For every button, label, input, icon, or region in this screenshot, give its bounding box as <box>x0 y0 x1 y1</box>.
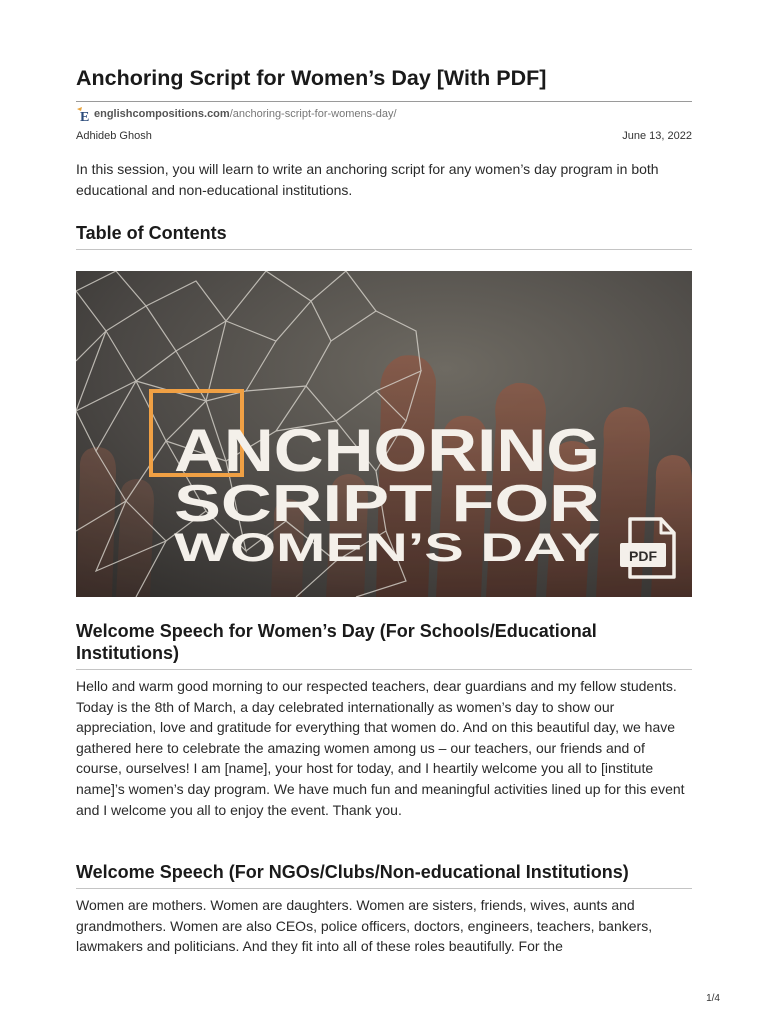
hero-headline <box>174 417 600 570</box>
title-divider <box>76 101 692 102</box>
hero-line-1: ANCHORING <box>174 417 600 484</box>
hero-line-3: WOMEN’S DAY <box>174 526 601 570</box>
svg-text:E: E <box>80 110 90 122</box>
source-path: /anchoring-script-for-womens-day/ <box>229 108 397 120</box>
section-divider-ngos <box>76 888 692 889</box>
pdf-badge-label: PDF <box>629 548 657 564</box>
toc-heading[interactable]: Table of Contents <box>76 223 227 243</box>
intro-paragraph: In this session, you will learn to write an anchoring script for any women’s day program in both educational and non-educational institutions. <box>76 161 659 198</box>
source-domain: englishcompositions.com <box>94 108 230 120</box>
article-title: Anchoring Script for Women’s Day [With PDF] <box>76 66 547 90</box>
section-body-schools: Hello and warm good morning to our respected teachers, dear guardians and my fellow students. Today is the 8th of March, a day celebrated internationally as women’s day to show our appreciation, love and gratitude for everything that women do. And on this beautiful day, we have gathered here to celebrate the amazing women among us – our teachers, our friends and of course, ourselves! I am [name], your host for today, and I heartily welcome you all to [institute name]’s women’s day program. We have much fun and meaningful activities lined up for this event and I welcome you all to enjoy the event. Thank you. <box>76 678 685 818</box>
section-divider-schools <box>76 669 692 670</box>
source-link[interactable] <box>76 106 397 122</box>
article-meta <box>76 130 692 142</box>
site-logo-icon <box>76 106 92 122</box>
page-indicator: 1/4 <box>706 993 720 1004</box>
author-name: Adhideb Ghosh <box>76 130 152 142</box>
publish-date: June 13, 2022 <box>622 130 692 142</box>
hero-line-2: SCRIPT FOR <box>174 475 600 533</box>
toc-divider <box>76 249 692 250</box>
section-heading-ngos: Welcome Speech (For NGOs/Clubs/Non-educational Institutions) <box>76 862 629 882</box>
section-body-ngos: Women are mothers. Women are daughters. Women are sisters, friends, wives, aunts and grandmothers. Women are also CEOs, police officers, doctors, engineers, teachers, bankers, lawmakers and politicians. And they fit into all of these roles beautifully. For the <box>76 897 653 955</box>
hero-image <box>76 271 692 597</box>
section-heading-schools: Welcome Speech for Women’s Day (For Schools/Educational Institutions) <box>76 621 597 663</box>
